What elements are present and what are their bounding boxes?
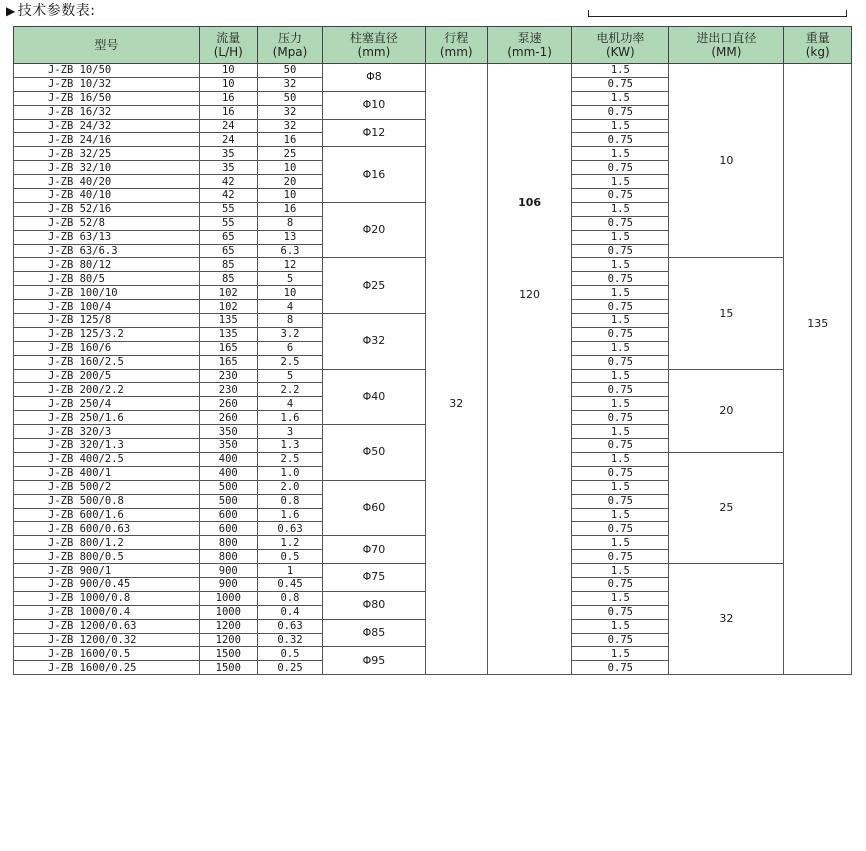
motor-power-cell: 0.75 <box>572 133 669 147</box>
pressure-cell: 2.5 <box>257 355 322 369</box>
pump-speed-top: 106 <box>518 196 542 210</box>
plunger-diameter-cell: Φ25 <box>323 258 425 314</box>
flow-cell: 400 <box>199 452 257 466</box>
flow-cell: 230 <box>199 369 257 383</box>
model-cell: J-ZB 125/3.2 <box>14 327 200 341</box>
pressure-cell: 20 <box>257 175 322 189</box>
pressure-cell: 1.6 <box>257 508 322 522</box>
flow-cell: 135 <box>199 314 257 328</box>
flow-cell: 1500 <box>199 661 257 675</box>
motor-power-cell: 1.5 <box>572 230 669 244</box>
model-cell: J-ZB 1200/0.63 <box>14 619 200 633</box>
plunger-diameter-cell: Φ60 <box>323 480 425 536</box>
flow-cell: 500 <box>199 494 257 508</box>
pressure-cell: 0.5 <box>257 647 322 661</box>
flow-cell: 102 <box>199 300 257 314</box>
model-cell: J-ZB 80/12 <box>14 258 200 272</box>
model-cell: J-ZB 16/32 <box>14 105 200 119</box>
pressure-cell: 10 <box>257 161 322 175</box>
pressure-cell: 2.5 <box>257 452 322 466</box>
motor-power-cell: 0.75 <box>572 633 669 647</box>
motor-power-cell: 0.75 <box>572 161 669 175</box>
pressure-cell: 0.5 <box>257 550 322 564</box>
pressure-cell: 0.63 <box>257 522 322 536</box>
flow-cell: 42 <box>199 175 257 189</box>
motor-power-cell: 1.5 <box>572 341 669 355</box>
spec-table <box>13 26 852 675</box>
pressure-cell: 6 <box>257 341 322 355</box>
header-inlet-diameter <box>669 27 784 64</box>
motor-power-cell: 0.75 <box>572 327 669 341</box>
pressure-cell: 1.6 <box>257 411 322 425</box>
header-text: (mm) <box>357 45 391 59</box>
model-cell: J-ZB 40/20 <box>14 175 200 189</box>
pressure-cell: 1.3 <box>257 439 322 453</box>
pressure-cell: 1.0 <box>257 466 322 480</box>
flow-cell: 65 <box>199 230 257 244</box>
motor-power-cell: 1.5 <box>572 202 669 216</box>
flow-cell: 600 <box>199 508 257 522</box>
flow-cell: 165 <box>199 355 257 369</box>
motor-power-cell: 1.5 <box>572 591 669 605</box>
flow-cell: 35 <box>199 161 257 175</box>
flow-cell: 65 <box>199 244 257 258</box>
flow-cell: 260 <box>199 397 257 411</box>
motor-power-cell: 1.5 <box>572 452 669 466</box>
header-row <box>14 27 852 64</box>
plunger-diameter-cell: Φ80 <box>323 591 425 619</box>
model-cell: J-ZB 400/2.5 <box>14 452 200 466</box>
header-text: (kg) <box>805 45 830 59</box>
model-cell: J-ZB 900/1 <box>14 564 200 578</box>
motor-power-cell: 0.75 <box>572 661 669 675</box>
flow-cell: 800 <box>199 550 257 564</box>
flow-cell: 900 <box>199 564 257 578</box>
flow-cell: 55 <box>199 202 257 216</box>
model-cell: J-ZB 250/4 <box>14 397 200 411</box>
header-text: 泵速 <box>517 31 542 45</box>
model-cell: J-ZB 1000/0.8 <box>14 591 200 605</box>
title-text: 技术参数表: <box>17 3 96 19</box>
pressure-cell: 0.32 <box>257 633 322 647</box>
motor-power-cell: 0.75 <box>572 244 669 258</box>
pressure-cell: 6.3 <box>257 244 322 258</box>
weight-cell: 135 <box>784 64 852 675</box>
inlet-diameter-cell: 15 <box>669 258 784 369</box>
model-cell: J-ZB 900/0.45 <box>14 577 200 591</box>
pressure-cell: 16 <box>257 133 322 147</box>
flow-cell: 24 <box>199 133 257 147</box>
flow-cell: 900 <box>199 577 257 591</box>
pressure-cell: 4 <box>257 300 322 314</box>
pressure-cell: 8 <box>257 314 322 328</box>
model-cell: J-ZB 600/0.63 <box>14 522 200 536</box>
pressure-cell: 0.4 <box>257 605 322 619</box>
model-cell: J-ZB 63/6.3 <box>14 244 200 258</box>
plunger-diameter-cell: Φ20 <box>323 202 425 258</box>
model-cell: J-ZB 1200/0.32 <box>14 633 200 647</box>
motor-power-cell: 1.5 <box>572 564 669 578</box>
motor-power-cell: 1.5 <box>572 119 669 133</box>
motor-power-cell: 0.75 <box>572 77 669 91</box>
model-cell: J-ZB 160/2.5 <box>14 355 200 369</box>
motor-power-cell: 1.5 <box>572 314 669 328</box>
motor-power-cell: 0.75 <box>572 355 669 369</box>
model-cell: J-ZB 24/32 <box>14 119 200 133</box>
model-cell: J-ZB 800/1.2 <box>14 536 200 550</box>
model-cell: J-ZB 1600/0.5 <box>14 647 200 661</box>
pressure-cell: 5 <box>257 369 322 383</box>
inlet-diameter-cell: 10 <box>669 64 784 258</box>
header-text: 重量 <box>805 31 830 45</box>
motor-power-cell: 0.75 <box>572 466 669 480</box>
flow-cell: 10 <box>199 64 257 78</box>
pressure-cell: 3.2 <box>257 327 322 341</box>
plunger-diameter-cell: Φ40 <box>323 369 425 425</box>
model-cell: J-ZB 32/10 <box>14 161 200 175</box>
header-text: 柱塞直径 <box>349 31 398 45</box>
pump-speed-values <box>488 197 571 301</box>
corner-bracket-mark <box>588 10 847 17</box>
header-text: (KW) <box>605 45 635 59</box>
pressure-cell: 3 <box>257 425 322 439</box>
plunger-diameter-cell: Φ32 <box>323 314 425 370</box>
pressure-cell: 32 <box>257 119 322 133</box>
motor-power-cell: 1.5 <box>572 175 669 189</box>
model-cell: J-ZB 500/0.8 <box>14 494 200 508</box>
flow-cell: 1500 <box>199 647 257 661</box>
model-cell: J-ZB 63/13 <box>14 230 200 244</box>
flow-cell: 230 <box>199 383 257 397</box>
motor-power-cell: 1.5 <box>572 369 669 383</box>
header-text: (L/H) <box>213 45 243 59</box>
model-cell: J-ZB 24/16 <box>14 133 200 147</box>
flow-cell: 600 <box>199 522 257 536</box>
plunger-diameter-cell: Φ70 <box>323 536 425 564</box>
model-cell: J-ZB 125/8 <box>14 314 200 328</box>
flow-cell: 350 <box>199 439 257 453</box>
motor-power-cell: 1.5 <box>572 480 669 494</box>
motor-power-cell: 0.75 <box>572 550 669 564</box>
flow-cell: 42 <box>199 189 257 203</box>
header-stroke <box>425 27 487 64</box>
plunger-diameter-cell: Φ12 <box>323 119 425 147</box>
pressure-cell: 16 <box>257 202 322 216</box>
flow-cell: 1200 <box>199 633 257 647</box>
pressure-cell: 8 <box>257 216 322 230</box>
motor-power-cell: 1.5 <box>572 64 669 78</box>
header-text: (mm-1) <box>507 45 552 59</box>
motor-power-cell: 0.75 <box>572 411 669 425</box>
inlet-diameter-cell: 20 <box>669 369 784 452</box>
flow-cell: 400 <box>199 466 257 480</box>
pressure-cell: 5 <box>257 272 322 286</box>
plunger-diameter-cell: Φ50 <box>323 425 425 481</box>
pressure-cell: 10 <box>257 189 322 203</box>
flow-cell: 1000 <box>199 591 257 605</box>
pressure-cell: 1 <box>257 564 322 578</box>
header-pressure <box>257 27 322 64</box>
flow-cell: 135 <box>199 327 257 341</box>
model-cell: J-ZB 800/0.5 <box>14 550 200 564</box>
pressure-cell: 1.2 <box>257 536 322 550</box>
pressure-cell: 0.8 <box>257 494 322 508</box>
model-cell: J-ZB 16/50 <box>14 91 200 105</box>
flow-cell: 55 <box>199 216 257 230</box>
pressure-cell: 25 <box>257 147 322 161</box>
header-text: (MM) <box>711 45 742 59</box>
model-cell: J-ZB 400/1 <box>14 466 200 480</box>
header-text: 进出口直径 <box>696 31 757 45</box>
header-text: 流量 <box>216 31 241 45</box>
flow-cell: 85 <box>199 258 257 272</box>
pressure-cell: 50 <box>257 91 322 105</box>
flow-cell: 85 <box>199 272 257 286</box>
table-body <box>14 64 852 675</box>
pressure-cell: 32 <box>257 105 322 119</box>
flow-cell: 24 <box>199 119 257 133</box>
header-motor-power <box>572 27 669 64</box>
model-cell: J-ZB 100/4 <box>14 300 200 314</box>
flow-cell: 165 <box>199 341 257 355</box>
motor-power-cell: 1.5 <box>572 425 669 439</box>
model-cell: J-ZB 500/2 <box>14 480 200 494</box>
pressure-cell: 4 <box>257 397 322 411</box>
model-cell: J-ZB 320/1.3 <box>14 439 200 453</box>
pump-speed-bottom: 120 <box>519 288 541 302</box>
model-cell: J-ZB 10/32 <box>14 77 200 91</box>
flow-cell: 16 <box>199 105 257 119</box>
plunger-diameter-cell: Φ75 <box>323 564 425 592</box>
motor-power-cell: 0.75 <box>572 189 669 203</box>
header-text: 压力 <box>278 31 303 45</box>
motor-power-cell: 1.5 <box>572 286 669 300</box>
pressure-cell: 2.0 <box>257 480 322 494</box>
model-cell: J-ZB 100/10 <box>14 286 200 300</box>
plunger-diameter-cell: Φ85 <box>323 619 425 647</box>
flow-cell: 1200 <box>199 619 257 633</box>
flow-cell: 1000 <box>199 605 257 619</box>
header-text: 电机功率 <box>596 31 645 45</box>
stroke-cell <box>425 64 487 675</box>
motor-power-cell: 1.5 <box>572 619 669 633</box>
inlet-diameter-cell: 25 <box>669 452 784 563</box>
header-text: (mm) <box>439 45 473 59</box>
header-flow <box>199 27 257 64</box>
header-model <box>14 27 200 64</box>
model-cell: J-ZB 250/1.6 <box>14 411 200 425</box>
motor-power-cell: 1.5 <box>572 147 669 161</box>
motor-power-cell: 0.75 <box>572 300 669 314</box>
model-cell: J-ZB 1600/0.25 <box>14 661 200 675</box>
model-cell: J-ZB 1000/0.4 <box>14 605 200 619</box>
motor-power-cell: 0.75 <box>572 522 669 536</box>
model-cell: J-ZB 10/50 <box>14 64 200 78</box>
model-cell: J-ZB 40/10 <box>14 189 200 203</box>
model-cell: J-ZB 52/16 <box>14 202 200 216</box>
page-title <box>6 2 95 20</box>
pressure-cell: 12 <box>257 258 322 272</box>
flow-cell: 800 <box>199 536 257 550</box>
pressure-cell: 13 <box>257 230 322 244</box>
motor-power-cell: 1.5 <box>572 536 669 550</box>
motor-power-cell: 0.75 <box>572 439 669 453</box>
inlet-diameter-cell: 32 <box>669 564 784 675</box>
motor-power-cell: 0.75 <box>572 272 669 286</box>
motor-power-cell: 0.75 <box>572 577 669 591</box>
motor-power-cell: 0.75 <box>572 105 669 119</box>
triangle-bullet-icon: ▶ <box>6 4 16 18</box>
model-cell: J-ZB 52/8 <box>14 216 200 230</box>
model-cell: J-ZB 80/5 <box>14 272 200 286</box>
motor-power-cell: 1.5 <box>572 258 669 272</box>
motor-power-cell: 0.75 <box>572 383 669 397</box>
motor-power-cell: 0.75 <box>572 216 669 230</box>
stroke-value: 32 <box>449 397 464 411</box>
pressure-cell: 0.25 <box>257 661 322 675</box>
pump-speed-cell <box>487 64 571 675</box>
motor-power-cell: 1.5 <box>572 508 669 522</box>
header-pump-speed <box>487 27 571 64</box>
pressure-cell: 32 <box>257 77 322 91</box>
pressure-cell: 50 <box>257 64 322 78</box>
motor-power-cell: 1.5 <box>572 397 669 411</box>
pressure-cell: 0.63 <box>257 619 322 633</box>
model-cell: J-ZB 32/25 <box>14 147 200 161</box>
flow-cell: 16 <box>199 91 257 105</box>
flow-cell: 500 <box>199 480 257 494</box>
plunger-diameter-cell: Φ10 <box>323 91 425 119</box>
header-text: (Mpa) <box>272 45 308 59</box>
model-cell: J-ZB 320/3 <box>14 425 200 439</box>
plunger-diameter-cell: Φ16 <box>323 147 425 203</box>
motor-power-cell: 1.5 <box>572 647 669 661</box>
flow-cell: 350 <box>199 425 257 439</box>
motor-power-cell: 0.75 <box>572 605 669 619</box>
motor-power-cell: 0.75 <box>572 494 669 508</box>
plunger-diameter-cell: Φ8 <box>323 64 425 92</box>
header-text: 行程 <box>444 31 469 45</box>
table-row <box>14 64 852 78</box>
pressure-cell: 2.2 <box>257 383 322 397</box>
pressure-cell: 0.8 <box>257 591 322 605</box>
model-cell: J-ZB 600/1.6 <box>14 508 200 522</box>
header-weight <box>784 27 852 64</box>
model-cell: J-ZB 200/5 <box>14 369 200 383</box>
model-cell: J-ZB 200/2.2 <box>14 383 200 397</box>
model-cell: J-ZB 160/6 <box>14 341 200 355</box>
flow-cell: 102 <box>199 286 257 300</box>
flow-cell: 10 <box>199 77 257 91</box>
pressure-cell: 0.45 <box>257 577 322 591</box>
motor-power-cell: 1.5 <box>572 91 669 105</box>
plunger-diameter-cell: Φ95 <box>323 647 425 675</box>
flow-cell: 260 <box>199 411 257 425</box>
flow-cell: 35 <box>199 147 257 161</box>
header-plunger-diameter <box>323 27 425 64</box>
header-text: 型号 <box>94 38 119 52</box>
pressure-cell: 10 <box>257 286 322 300</box>
